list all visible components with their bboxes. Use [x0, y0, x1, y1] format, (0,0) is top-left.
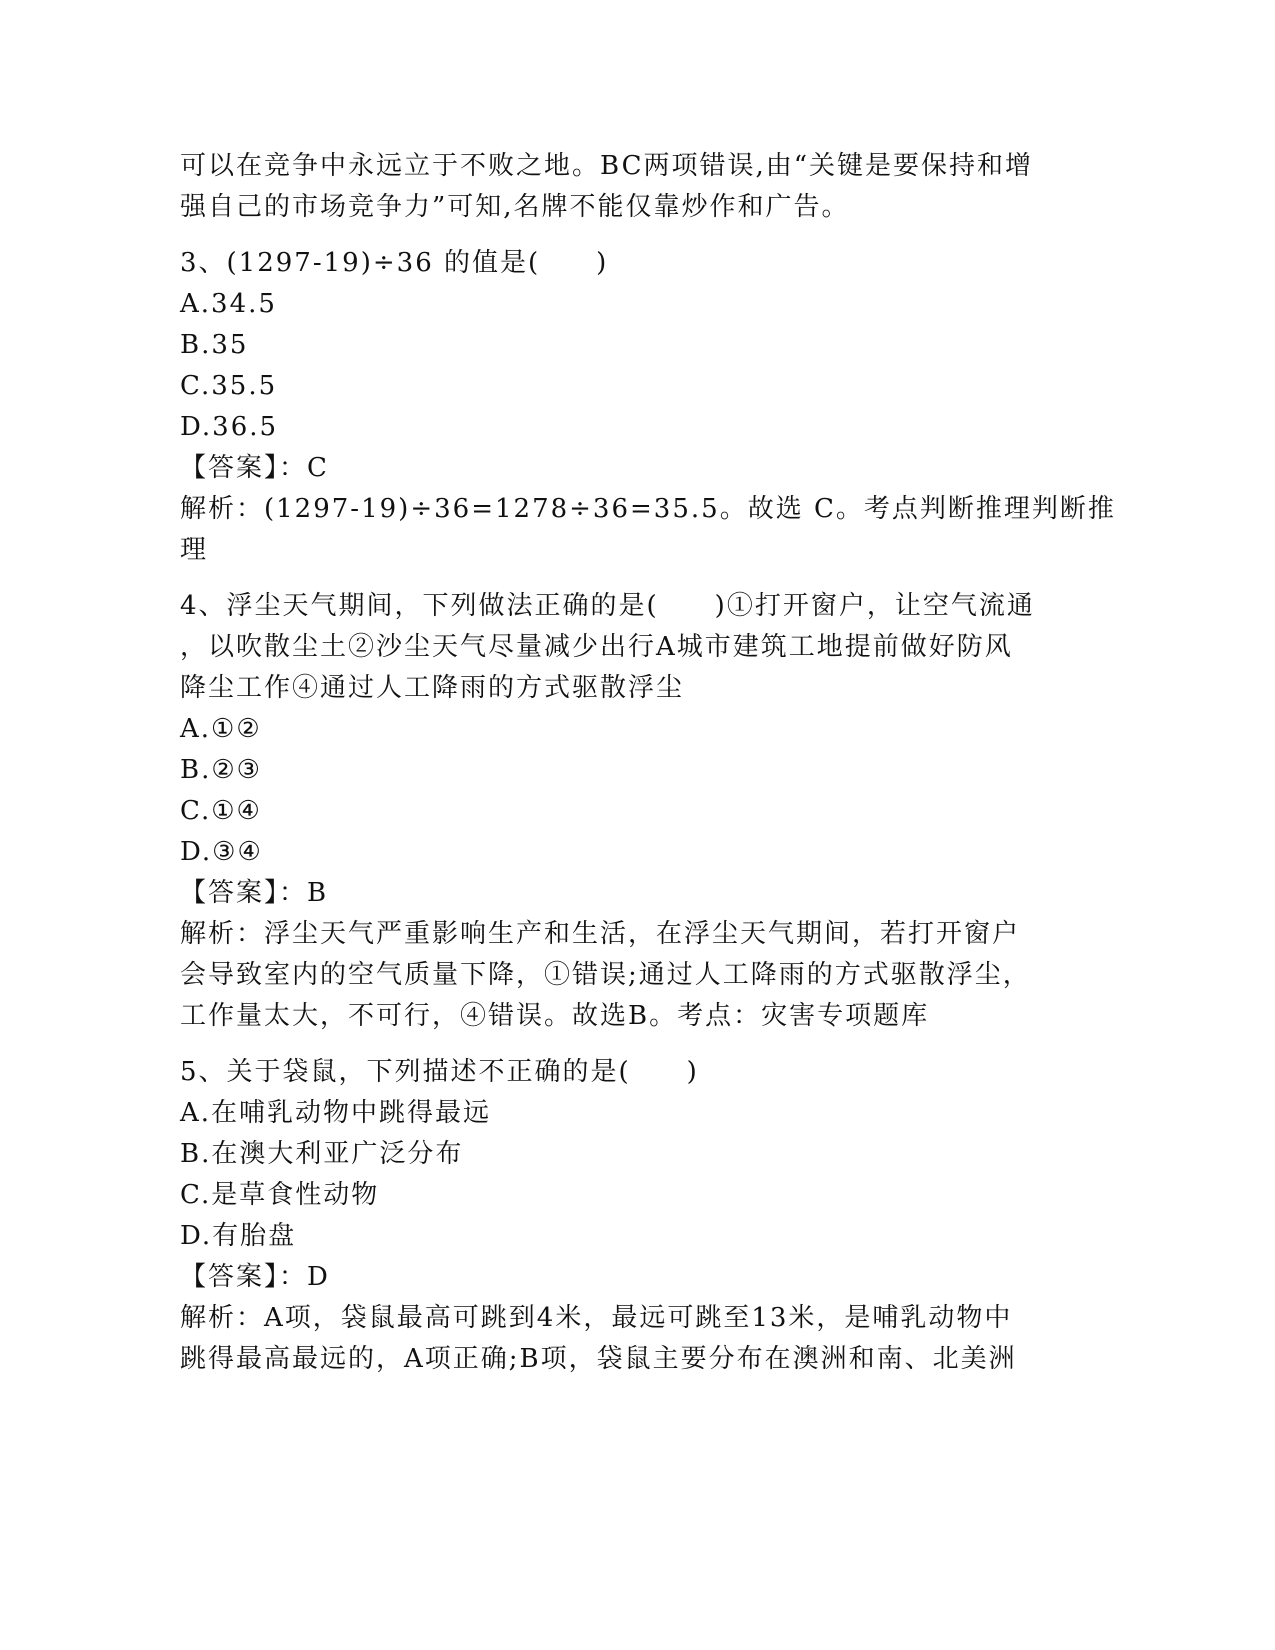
option-a: A.在哺乳动物中跳得最远 — [180, 1098, 492, 1128]
analysis-line: 会导致室内的空气质量下降，①错误;通过人工降雨的方式驱散浮尘， — [180, 960, 1031, 990]
option-a: A.①② — [180, 714, 262, 744]
option-d: D.③④ — [180, 837, 263, 867]
question-stem: 4、浮尘天气期间，下列做法正确的是( )①打开窗户，让空气流通 — [180, 591, 1035, 621]
option-c: C.是草食性动物 — [180, 1180, 380, 1210]
question-stem: 3、(1297-19)÷36 的值是( ) — [180, 248, 609, 278]
intro-line: 可以在竞争中永远立于不败之地。BC两项错误,由“关键是要保持和增 — [180, 151, 1034, 181]
document-page — [180, 146, 1116, 1380]
question-4 — [180, 586, 1060, 1037]
analysis-line: 解析：浮尘天气严重影响生产和生活，在浮尘天气期间，若打开窗户 — [180, 919, 1021, 949]
option-c: C.35.5 — [180, 371, 278, 401]
answer: 【答案】：D — [180, 1262, 330, 1292]
option-b: B.②③ — [180, 755, 262, 785]
question-3 — [180, 243, 1116, 571]
question-stem: ，以吹散尘土②沙尘天气尽量减少出行A城市建筑工地提前做好防风 — [180, 632, 1013, 662]
option-c: C.①④ — [180, 796, 262, 826]
question-5 — [180, 1052, 1060, 1380]
analysis-line: 解析：A项，袋鼠最高可跳到4米，最远可跳至13米，是哺乳动物中 — [180, 1303, 1013, 1333]
option-d: D.有胎盘 — [180, 1221, 297, 1251]
option-b: B.35 — [180, 330, 249, 360]
option-d: D.36.5 — [180, 412, 279, 442]
intro-line: 强自己的市场竞争力”可知,名牌不能仅靠炒作和广告。 — [180, 192, 850, 222]
analysis-line: 理 — [180, 535, 209, 565]
analysis-line: 工作量太大，不可行，④错误。故选B。考点：灾害专项题库 — [180, 1001, 930, 1031]
option-b: B.在澳大利亚广泛分布 — [180, 1139, 464, 1169]
analysis-line: 跳得最高最远的，A项正确;B项，袋鼠主要分布在澳洲和南、北美洲 — [180, 1344, 1017, 1374]
question-stem: 降尘工作④通过人工降雨的方式驱散浮尘 — [180, 673, 685, 703]
question-stem: 5、关于袋鼠，下列描述不正确的是( ) — [180, 1057, 699, 1087]
answer: 【答案】：B — [180, 878, 329, 908]
analysis-line: 解析：(1297-19)÷36=1278÷36=35.5。故选 C。考点判断推理判断推 — [180, 494, 1116, 524]
option-a: A.34.5 — [180, 289, 277, 319]
answer: 【答案】：C — [180, 453, 329, 483]
